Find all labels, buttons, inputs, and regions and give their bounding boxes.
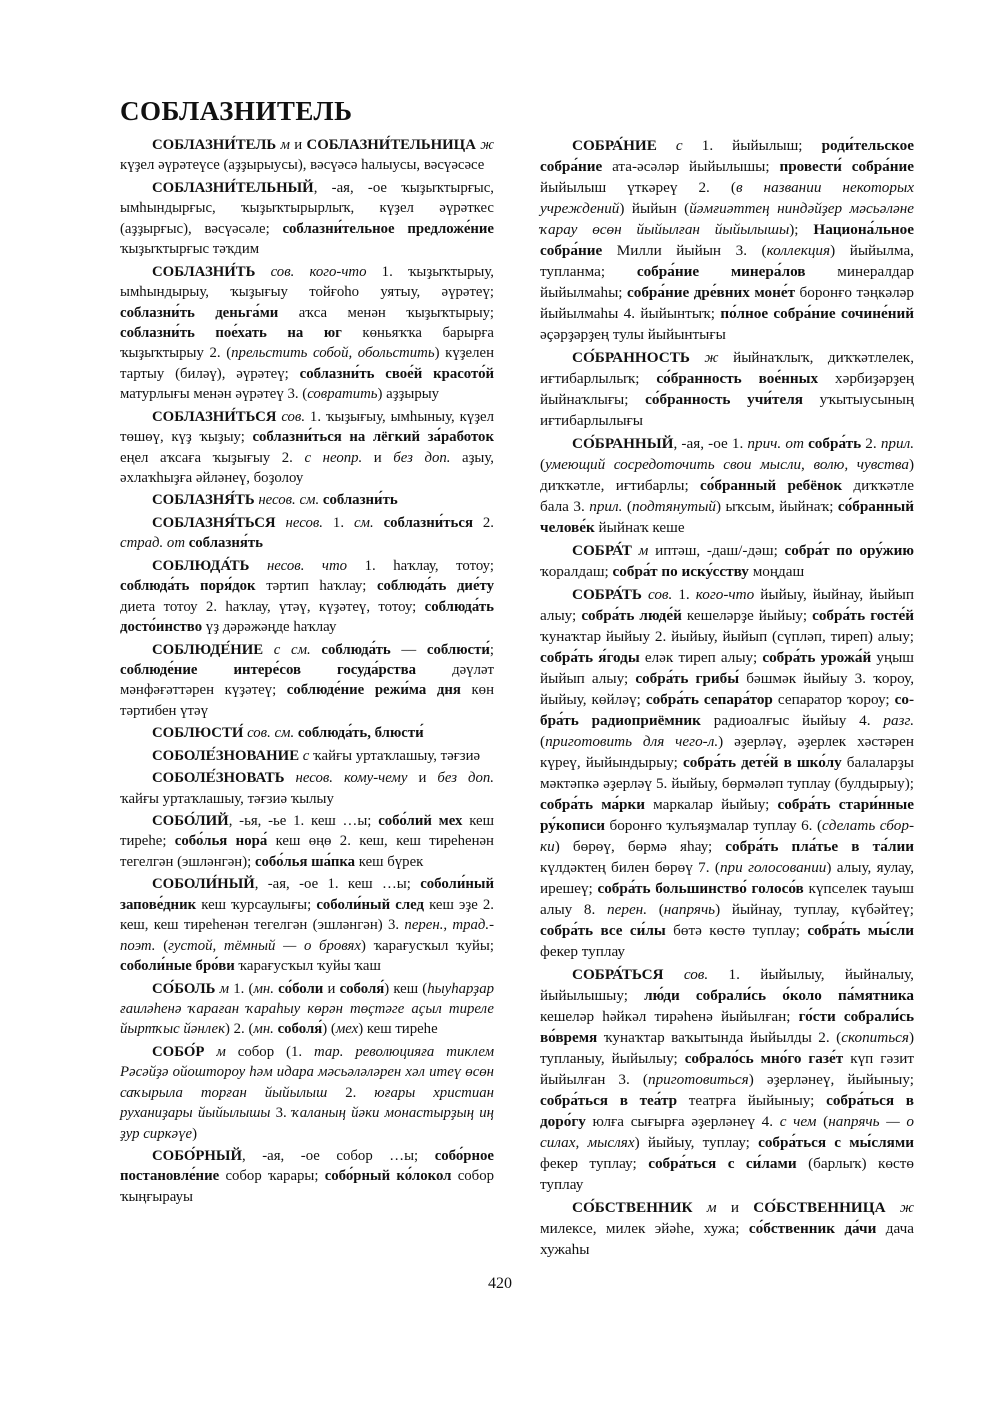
grammar-label: м <box>276 137 295 153</box>
example-phrase: со́бранный челове́к <box>540 498 915 536</box>
grammar-label: прич. от <box>747 435 809 452</box>
headword: СОБЛЮДЕ́НИЕ <box>152 641 264 658</box>
definition-text: и <box>730 1199 754 1216</box>
definition-text: фекер туплау <box>540 943 626 960</box>
definition-text: йыйнаҡ кеше <box>594 519 685 536</box>
definition-text: йыйыу, йыйнау, йыйып алыу; <box>540 586 915 624</box>
definition-text: ) йыйыу, туплау; <box>634 1134 759 1151</box>
grammar-label: без доп. <box>393 449 463 466</box>
definition-text: ) аҙҙырыу <box>377 386 440 403</box>
headword: СОБО́Р <box>152 1043 205 1060</box>
example-phrase: собра́ть <box>808 435 862 452</box>
definition-text: ) әҙерләү, әҙерлек хәстәрен күреү, йыйындырыу; <box>540 733 914 771</box>
example-phrase: собо́рное постановле́ние <box>120 1148 494 1185</box>
example-phrase: собра́ть радиоприёмник <box>540 691 914 729</box>
definition-text: 1. <box>678 586 696 603</box>
definition-text: бөтә көстө туплау; <box>665 922 808 939</box>
definition-text: ҡарағусҡыл ҡуйы ҡаш <box>234 958 381 975</box>
example-phrase: соболя́ <box>339 980 385 997</box>
example-phrase: со́бранность учи́теля <box>645 391 803 408</box>
headword: СОБЛАЗНИ́ТЬСЯ <box>152 408 277 425</box>
grammar-label: мн. <box>253 1021 278 1038</box>
example-phrase: соболи́ный запове́дник <box>120 876 494 913</box>
headword: СОБЛАЗНИ́ТЕЛЬНЫЙ <box>152 179 314 196</box>
example-phrase: собра́ние минера́лов <box>636 263 806 280</box>
dictionary-entry <box>120 723 494 743</box>
grammar-label: ж <box>475 137 494 153</box>
example-phrase: собра́ть госте́й <box>812 607 915 624</box>
definition-text: 2. <box>861 435 881 452</box>
example-phrase: соблазни́ться <box>383 514 473 531</box>
definition-text: еләк тиреп алыу; <box>639 649 763 666</box>
definition-text: маркалар йыйыу; <box>645 796 778 813</box>
dictionary-entry <box>120 768 494 809</box>
definition-text: кеш тиреһе; <box>120 813 494 850</box>
definition-text: кеш бүрек <box>355 853 424 870</box>
definition-text: собор ҡарары; <box>219 1168 325 1185</box>
example-phrase: собо́лья нора́ <box>174 833 268 850</box>
definition-text: аҡса менән ҡыҙыҡтырыу; <box>278 304 494 321</box>
definition-text: ); <box>789 221 814 238</box>
example-phrase: собо́лья ша́пка <box>254 853 356 870</box>
definition-text: йыйнаҡлыҡ, диҡҡәтлелек, иғтибарлылыҡ; <box>540 349 914 387</box>
definition-text: күлдәктең билен бөрөү 7. ( <box>540 859 720 876</box>
example-phrase: собра́ть урожа́й <box>762 649 872 666</box>
headword: СОБЛАЗНИ́ТЕЛЬНИЦА <box>306 137 476 153</box>
left-column <box>120 135 494 1207</box>
example-phrase: провести́ собра́ние <box>779 158 914 175</box>
grammar-label: прил. <box>589 498 627 515</box>
grammar-label: сов. <box>641 586 679 603</box>
definition-text: радиоалғыс йыйыу 4. <box>700 712 884 729</box>
grammar-label: в названии некоторых учреждений <box>540 179 915 217</box>
definition-text: диета тотоу 2. һаҡлау, үтәү, күҙәтеү, тотоу; <box>120 598 425 615</box>
grammar-label: густой, тёмный — о бровях <box>168 937 361 954</box>
definition-text: ( <box>626 498 632 515</box>
example-phrase: собра́т по иску́сству <box>612 563 749 580</box>
right-column <box>540 135 914 1260</box>
definition-text: бәшмәк йыйыу 3. ҡороу, йыйыу, көйләү; <box>540 670 914 708</box>
grammar-label: ж <box>885 1199 914 1216</box>
headword: СОБРА́ТЬ <box>572 586 642 603</box>
definition-text: ҡайғы уртаҡлашыу, тәғзиә ҡылыу <box>120 790 334 807</box>
dictionary-entry <box>540 433 914 538</box>
definition-text: әҫәрҙәрҙең тулы йыйынтығы <box>540 326 726 343</box>
headword: СОБО́РНЫЙ <box>152 1148 242 1164</box>
definition-text: сепаратор ҡороу; <box>772 691 895 708</box>
example-phrase: собра́ться с си́лами <box>648 1155 797 1172</box>
grammar-label: разг. <box>883 712 914 729</box>
definition-text: еңел аҡсаға ҡыҙығыу 2. <box>120 449 305 466</box>
headword: СО́БРАННЫЙ <box>572 435 674 452</box>
definition-text: ) ( <box>322 1021 336 1038</box>
dictionary-entry <box>540 1197 914 1260</box>
grammar-label: м <box>215 980 234 997</box>
example-phrase: соблюда́ть дие́ту <box>376 578 495 595</box>
grammar-label: сов. см. <box>243 725 298 742</box>
grammar-label: с неопр. <box>304 449 374 466</box>
page-title: СОБЛАЗНИТЕЛЬ <box>120 96 353 126</box>
grammar-label: сов. кого-что <box>255 263 382 280</box>
example-phrase: соблюда́ть, блюсти́ <box>297 725 424 742</box>
example-phrase: со́бранный ребёнок <box>700 477 843 494</box>
definition-text: моңдаш <box>748 563 805 580</box>
headword: СОБЛЮДА́ТЬ <box>152 557 250 574</box>
dictionary-entry <box>120 556 494 638</box>
definition-text: , -ая, -ое ҡыҙыҡтырғыс, ымһындырғыс, ҡыҙыҡтырырлыҡ, күҙел әүрәткес (аҙҙырғыс), вәсүәсәле; <box>120 179 494 237</box>
definition-text: көн тәртибен үтәү <box>120 682 494 719</box>
grammar-label: несов. что <box>249 557 365 574</box>
example-phrase: собра́ть грибы́ <box>635 670 740 687</box>
definition-text: уҡытыусының иғтибарлылығы <box>540 391 914 429</box>
example-phrase: соблазни́ть деньга́ми <box>120 304 279 321</box>
dictionary-entry <box>120 407 494 489</box>
example-phrase: соблазни́ть <box>322 492 398 509</box>
grammar-label: коллекция <box>766 242 831 259</box>
headword: СОБЛАЗНЯ́ТЬСЯ <box>152 514 276 531</box>
grammar-label: сов. <box>276 408 310 425</box>
example-phrase: собра́ть мы́сли <box>807 922 914 939</box>
example-phrase: соблазни́ть свое́й красото́й <box>299 365 494 382</box>
grammar-label: м <box>204 1043 238 1060</box>
definition-text: 1. һаҡлау, тотоу; <box>364 557 494 574</box>
definition-text: юлға сығырға әҙерләнеү 4. <box>585 1113 780 1130</box>
grammar-label: мех <box>335 1021 359 1038</box>
definition-text: дача хужаһы <box>540 1220 914 1258</box>
definition-text: боронғо тәңкәләр йыйылмаһы 4. йыйынтыҡ; <box>540 284 914 322</box>
definition-text: хәрбиҙәрҙең йыйнаҡлығы; <box>540 370 914 408</box>
definition-text: күҙел әүрәтеүсе (аҙҙырыусы), вәсүәсә һалыусы, вәсүәсәсе <box>120 157 485 174</box>
definition-text: 1. ҡыҙығыу, ымһыныу, күҙел төшөү, күҙ ҡыҙыу; <box>120 408 494 446</box>
definition-text: ) ҡарағусҡыл ҡуйы; <box>360 937 494 954</box>
definition-text: ) йыйнау, туплау, күбәйтеү; <box>715 901 914 918</box>
headword: СОБЛЮСТИ́ <box>152 725 244 742</box>
grammar-label: при голосовании <box>719 859 827 876</box>
definition-text: иптәш, -даш/-дәш; <box>655 542 785 559</box>
definition-text: көньяҡҡа барырға ҡыҙыҡтырыу 2. ( <box>120 324 494 362</box>
headword: СОБЛАЗНИ́ТЕЛЬ <box>152 137 277 153</box>
definition-text: дәүләт мәнфәғәттәрен күҙәтеү; <box>120 661 494 699</box>
example-phrase: собра́ть дете́й в шко́лу <box>682 754 842 771</box>
definition-text: ) <box>192 1125 198 1142</box>
example-phrase: соболи́ные бро́ви <box>120 958 235 975</box>
grammar-label: с см. <box>263 641 322 658</box>
definition-text: минералдар йыйылмаһы; <box>540 263 914 301</box>
definition-text: 1. йыйылыу, йыйналыу, йыйылышыу; <box>540 966 914 1004</box>
grammar-label: кого-что <box>695 586 761 603</box>
dictionary-entry <box>120 746 494 766</box>
example-phrase: го́сти собрали́сь во́время <box>540 1008 914 1046</box>
example-phrase: Национа́льное собра́ние <box>540 221 914 259</box>
definition-text: ҡоралдаш; <box>540 563 613 580</box>
grammar-label: с чем <box>779 1113 824 1130</box>
definition-text: ) кеш ( <box>384 980 428 997</box>
definition-text: уңыш йыйып алыу; <box>540 649 915 687</box>
grammar-label: напрячь — о силах, мыслях <box>540 1113 914 1151</box>
definition-text: балаларҙы мәктәпкә әҙерләү 5. йыйыу, бөрмәләп туплау (булдырыу); <box>540 754 914 792</box>
definition-text: ) әҙерләнеү, йыйыныу; <box>748 1071 914 1088</box>
headword: СОБРА́Т <box>572 542 632 559</box>
example-phrase: собра́т по ору́жию <box>784 542 914 559</box>
definition-text: 1. йыйылыш; <box>701 137 822 154</box>
dictionary-entry <box>120 178 494 260</box>
example-phrase: собра́ть я́годы <box>540 649 640 666</box>
definition-text: кешеләрҙе йыйыу; <box>681 607 813 624</box>
definition-text: 1. ҡыҙыҡтырыу, ымһындырыу, ҡыҙығыу тойғоһо уятыу, әүрәтеү; <box>120 263 494 301</box>
example-phrase: лю́ди собрали́сь о́коло па́мятника <box>644 987 914 1004</box>
definition-text: ) кеш тиреһе <box>358 1021 438 1038</box>
definition-text: боронғо ҡулъяҙмалар туплау 6. ( <box>604 817 823 834</box>
dictionary-entry <box>120 513 494 554</box>
grammar-label: м <box>631 542 656 559</box>
example-phrase: собра́ться с мы́слями <box>758 1134 914 1151</box>
definition-text: кеш ҡурсаулығы; <box>196 896 317 913</box>
dictionary-entry <box>120 262 494 405</box>
definition-text: ата-әсәләр йыйылышы; <box>602 158 780 175</box>
grammar-label: перен. <box>607 901 659 918</box>
example-phrase: собо́рный ко́локол <box>324 1168 452 1185</box>
example-phrase: собра́ть все си́лы <box>540 922 666 939</box>
definition-text: аҙыу, әхлаҡһыҙға әйләнеү, боҙолоу <box>120 449 494 486</box>
definition-text: ҡунаҡтар йыйыу 2. йыйыу, йыйып (сүпләп, тиреп) алыу; <box>540 628 914 645</box>
definition-text: милексе, милек эйәһе, хужа; <box>540 1220 749 1237</box>
example-phrase: соблазня́ть <box>188 535 263 552</box>
definition-text: күпселек тауыш алыу 8. <box>540 880 914 918</box>
grammar-label: несов. см. <box>254 492 323 509</box>
grammar-label: умеющий сосредоточить свои мысли, волю, чувства <box>545 456 909 473</box>
definition-text: 2. <box>327 1084 375 1101</box>
definition-text: 2. <box>472 514 494 531</box>
example-phrase: собо́лий мех <box>378 813 463 829</box>
headword: СОБО́ЛИЙ <box>152 813 229 829</box>
definition-text: ) бөрөү, бөрмә яһау; <box>554 838 726 855</box>
dictionary-entry <box>120 135 494 176</box>
grammar-label: мн. <box>253 980 279 997</box>
definition-text: ) йыйылма, тупланма; <box>540 242 914 280</box>
definition-text: театрға йыйыныу; <box>677 1092 827 1109</box>
headword: СОБОЛЕ́ЗНОВАТЬ <box>152 770 285 787</box>
grammar-label: с <box>656 137 702 154</box>
definition-text: — <box>390 641 427 658</box>
definition-text: ; <box>489 641 494 658</box>
grammar-label: подтянутый <box>631 498 716 515</box>
grammar-label: сов. <box>663 966 729 983</box>
definition-text: ( <box>540 456 546 473</box>
definition-text: 3. <box>270 1105 292 1122</box>
definition-text: ) йыйын ( <box>619 200 690 217</box>
example-phrase: собрало́сь мно́го газе́т <box>684 1050 844 1067</box>
grammar-label: ж <box>689 349 734 366</box>
example-phrase: соблюда́ть поря́док <box>120 578 256 595</box>
dictionary-entry <box>120 490 494 510</box>
definition-text: фекер туплау; <box>540 1155 649 1172</box>
dictionary-entry <box>540 540 914 582</box>
grammar-label: приготовить для чего-л. <box>545 733 719 750</box>
example-phrase: со́бранность вое́нных <box>656 370 819 387</box>
definition-text: 1. ( <box>233 980 254 997</box>
definition-text: ) диҡҡәтле, иғтибарлы; <box>540 456 914 494</box>
definition-text: тәртип һаҡлау; <box>255 578 377 595</box>
dictionary-entry <box>120 1146 494 1207</box>
definition-text: , -ая, -ое 1. <box>673 435 748 452</box>
definition-text: и <box>373 449 394 466</box>
dictionary-entry <box>540 964 914 1195</box>
example-phrase: собра́ть сепара́тор <box>645 691 773 708</box>
dictionary-entry <box>120 640 494 722</box>
grammar-label: с <box>299 747 314 764</box>
definition-text: ) тупланыу, йыйылыу; <box>540 1029 914 1067</box>
dictionary-entry <box>120 811 494 872</box>
definition-text: , -ая, -ое собор …ы; <box>241 1148 435 1164</box>
definition-text: и <box>294 137 307 153</box>
definition-text: и <box>323 980 340 997</box>
headword: СО́БСТВЕННИК <box>572 1199 693 1216</box>
grammar-label: прельстить собой, обольстить <box>231 345 435 362</box>
dictionary-entry <box>120 979 494 1040</box>
example-phrase: собра́ться в теа́тр <box>540 1092 678 1109</box>
grammar-label: напрячь <box>663 901 716 918</box>
example-phrase: собра́ть люде́й <box>581 607 682 624</box>
definition-text: матурлығы менән әүрәтеү 3. ( <box>120 386 308 403</box>
definition-text: , -ая, -ое 1. кеш …ы; <box>254 876 421 893</box>
example-phrase: соблюда́ть досто́инство <box>120 598 494 636</box>
headword: СОБЛАЗНИ́ТЬ <box>152 263 256 280</box>
definition-text: собор ҡыңғырауы <box>120 1168 494 1205</box>
example-phrase: роди́тельское собра́ние <box>540 137 914 175</box>
definition-text: собор (1. <box>237 1043 315 1060</box>
grammar-label: прил. <box>880 435 915 452</box>
dictionary-entry <box>540 347 914 431</box>
grammar-label: перен., трад.-поэт. <box>120 917 495 954</box>
example-phrase: соболи́ный след <box>316 896 424 913</box>
headword: СО́БСТВЕННИЦА <box>753 1199 886 1216</box>
grammar-label: скопиться <box>841 1029 909 1046</box>
headword: СОБРА́ТЬСЯ <box>572 966 664 983</box>
example-phrase: соболя́ <box>277 1021 323 1038</box>
grammar-label: страд. от <box>120 535 189 552</box>
definition-text: ( <box>163 937 169 954</box>
grammar-label: несов. кому-чему <box>284 770 419 787</box>
example-phrase: со́бственник да́чи <box>748 1220 877 1237</box>
example-phrase: соблазни́ться на лёгкий за́работок <box>252 429 494 446</box>
grammar-label: юғары христиан руханиҙары йыйылышы <box>120 1084 495 1122</box>
example-phrase: соблюсти́ <box>426 641 490 658</box>
definition-text: (барлыҡ) көстө туплау <box>540 1155 914 1193</box>
definition-text: йыйылыш үткәреү 2. ( <box>540 179 736 196</box>
definition-text: ҡунаҡтар ваҡытында йыйылды 2. ( <box>597 1029 842 1046</box>
grammar-label: йәмғиәттең ниндәйҙер мәсьәләнe ҡарау өсөн йыйылған йыйылышы <box>540 200 914 238</box>
headword: СОБРА́НИЕ <box>572 137 657 154</box>
headword: СО́БОЛЬ <box>152 980 216 997</box>
definition-text: ) күҙелен тартыу (биләү), әүрәтеү; <box>120 345 494 382</box>
grammar-label: ҡаланың йәки монастырҙың иң ҙур сиркәүе <box>120 1105 494 1142</box>
example-phrase: собра́ться в доро́гу <box>540 1092 914 1130</box>
grammar-label: без доп. <box>437 770 494 787</box>
example-phrase: соблюде́ние режи́ма дня <box>286 682 461 699</box>
definition-text: ( <box>540 733 546 750</box>
example-phrase: собра́ть большинство́ голосо́в <box>597 880 804 897</box>
definition-text: , -ья, -ье 1. кеш …ы; <box>228 813 379 829</box>
headword: СОБЛАЗНЯ́ТЬ <box>152 492 255 509</box>
definition-text: ҡыҙыҡтырғыс тәҡдим <box>120 241 260 258</box>
example-phrase: собра́ть ма́рки <box>540 796 645 813</box>
definition-text: кешеләр һәйкәл тирәһенә йыйылған; <box>540 1008 799 1025</box>
example-phrase: соблюде́ние интере́сов госуда́рства <box>120 661 416 678</box>
grammar-label: см. <box>353 514 384 531</box>
definition-text: кеш өңө 2. кеш, кеш тиреһенән тегелгән (эшләнгән); <box>120 833 494 870</box>
example-phrase: по́лное собра́ние сочине́ний <box>720 305 914 322</box>
definition-text: и <box>418 770 438 787</box>
headword: СО́БРАННОСТЬ <box>572 349 690 366</box>
definition-text: Милли йыйын 3. ( <box>602 242 767 259</box>
definition-text: ҡайғы уртаҡлашыу, тәғзиә <box>313 747 481 764</box>
dictionary-entry <box>540 135 914 345</box>
grammar-label: несов. <box>275 514 333 531</box>
grammar-label: м <box>692 1199 731 1216</box>
example-phrase: соблюда́ть <box>321 641 391 658</box>
example-phrase: собра́ние дре́вних моне́т <box>627 284 796 301</box>
definition-text: кеш эҙе 2. кеш, кеш тиреһенән тегелгән (эшләнгән) 3. <box>120 896 494 934</box>
headword: СОБОЛЕ́ЗНОВАНИЕ <box>152 747 300 764</box>
grammar-label: сделать сборки <box>540 817 914 855</box>
page-number: 420 <box>488 1275 512 1292</box>
definition-text: ( <box>658 901 664 918</box>
definition-text: күп гәзит йыйылған 3. ( <box>540 1050 914 1088</box>
definition-text: ( <box>823 1113 829 1130</box>
example-phrase: собра́ть стари́нные ру́кописи <box>540 796 914 834</box>
grammar-label: һыуһарҙар ғаиләһенә ҡараған ҡараһыу көрән төҫтәге аҫыл тиреле йыртҡыс йәнлек <box>120 980 495 1038</box>
grammar-label: приготовиться <box>647 1071 749 1088</box>
grammar-label: совратить <box>307 386 378 403</box>
example-phrase: собра́ть пла́тье в та́лии <box>725 838 914 855</box>
definition-text: ) алыу, яулау, ирешеү; <box>540 859 914 897</box>
definition-text: ) 2. ( <box>225 1021 254 1038</box>
dictionary-entry <box>120 1042 494 1144</box>
example-phrase: со́боли <box>278 980 324 997</box>
example-phrase: соблазни́ть пое́хать на юг <box>120 324 342 341</box>
dictionary-entry <box>540 584 914 962</box>
headword: СОБОЛИ́НЫЙ <box>152 876 255 893</box>
definition-text: диҡҡәтле бала 3. <box>540 477 914 515</box>
example-phrase: соблазни́тельное предложе́ние <box>282 220 494 237</box>
definition-text: ) ыҡсым, йыйнаҡ; <box>715 498 838 515</box>
definition-text: 1. <box>332 514 354 531</box>
grammar-label: тар. революцияға тиклем Рәсәйҙә ойоштороу һәм идара мәсьәләләрен хәл итеү өсөн саҡырыла торған йыйылыш <box>120 1043 495 1101</box>
dictionary-entry <box>120 874 494 976</box>
definition-text: үҙ дәрәжәңде һаҡлау <box>202 619 337 636</box>
